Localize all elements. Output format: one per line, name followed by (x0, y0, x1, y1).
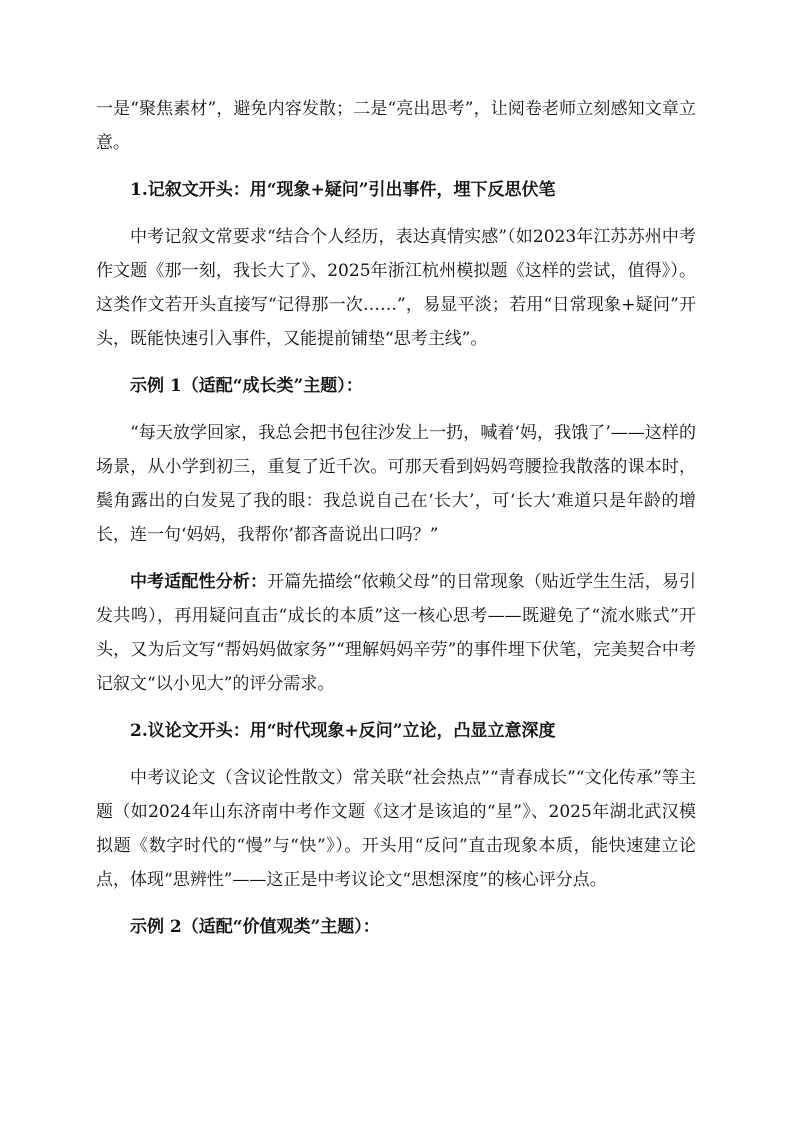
example1-title: 示例 1（适配“成长类”主题）： (130, 376, 363, 396)
section2-heading: 2.议论文开头：用“时代现象+反问”立论，凸显立意深度 (130, 721, 556, 741)
intro-paragraph: 一是“聚焦素材”，避免内容发散；二是“亮出思考”，让阅卷老师立刻感知文章立意。 (96, 99, 696, 153)
section1-heading: 1.记叙文开头：用“现象+疑问”引出事件，埋下反思伏笔 (130, 180, 556, 200)
analysis-paragraph (96, 565, 696, 701)
analysis-label: 中考适配性分析： (130, 572, 268, 592)
section2-paragraph: 中考议论文（含议论性散文）常关联“社会热点”“青春成长”“文化传承”等主题（如2024年山东济南中考作文题《这才是该追的“星”》、2025年湖北武汉模拟题《数字时代的“慢”与“快”》）。开头用“反问”直击现象本质，能快速建立论点，体现“思辨性”——这正是中考议论文“思想深度”的核心评分点。 (96, 768, 696, 890)
analysis-text: 开篇先描绘“依赖父母”的日常现象（贴近学生生活，易引发共鸣），再用疑问直击“成长的本质”这一核心思考——既避免了“流水账式”开头，又为后文写“帮妈妈做家务”“理解妈妈辛劳”的事件埋下伏笔，完美契合中考记叙文“以小见大”的评分需求。 (96, 572, 696, 694)
document-content (96, 92, 696, 957)
section1-paragraph: 中考记叙文常要求“结合个人经历，表达真情实感”（如2023年江苏苏州中考作文题《那一刻，我长大了》、2025年浙江杭州模拟题《这样的尝试，值得》）。这类作文若开头直接写“记得那一次……”，易显平淡；若用“日常现象+疑问”开头，既能快速引入事件，又能提前铺垫“思考主线”。 (96, 227, 696, 349)
example2-title: 示例 2（适配“价值观类”主题）： (130, 917, 380, 937)
example1-text: “每天放学回家，我总会把书包往沙发上一扔，喊着‘妈，我饿了’——这样的场景，从小学到初三，重复了近千次。可那天看到妈妈弯腰捡我散落的课本时，鬓角露出的白发晃了我的眼：我总说自己在‘长大’，可‘长大’难道只是年龄的增长，连一句‘妈妈，我帮你’都吝啬说出口吗？” (96, 423, 696, 545)
